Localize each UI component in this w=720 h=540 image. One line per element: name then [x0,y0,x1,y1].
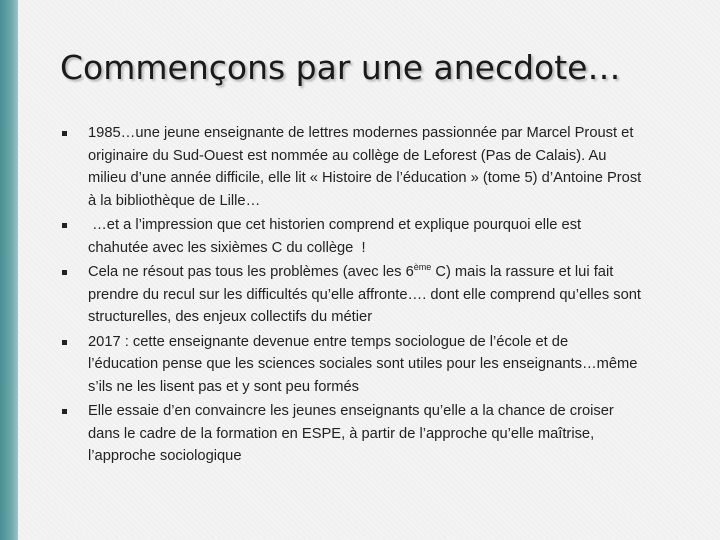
bullet-text: …et a l’impression que cet historien comprend et explique pourquoi elle est chahutée avec les sixièmes C du collège ! [88,217,586,256]
bullet-text: 2017 : cette enseignante devenue entre temps sociologue de l’école et de l’éducation pense que les sciences sociales sont utiles pour les enseignants…même s’ils ne les lisent pas et y sont peu formés [88,333,638,395]
square-bullet-icon [62,340,67,345]
slide-title: Commençons par une anecdote… [60,48,621,87]
bullet-item-5 [62,400,642,468]
superscript-ordinal: ème [413,262,432,273]
bullet-item-4 [62,331,642,399]
slide-accent-bar [0,0,18,540]
bullet-text-start: Cela ne résout pas tous les problèmes (avec les 6 [88,264,414,280]
square-bullet-icon [62,409,67,414]
square-bullet-icon [62,270,67,275]
bullet-item-3 [62,261,642,329]
bullet-text: Elle essaie d’en convaincre les jeunes enseignants qu’elle a la chance de croiser dans le cadre de la formation en ESPE, à partir de l’approche qu’elle maîtrise, l’approche sociologique [88,403,614,464]
bullet-item-2 [62,214,642,259]
square-bullet-icon [62,223,67,228]
bullet-item-1 [62,122,642,212]
bullet-text: 1985…une jeune enseignante de lettres modernes passionnée par Marcel Proust et originaire du Sud-Ouest est nommée au collège de Leforest (Pas de Calais). Au milieu d’une année difficile, elle lit « Histoire de l’éducation » (tome 5) d’Antoine Prost à la bibliothèque de Lille… [88,125,642,209]
bullet-list [62,122,642,470]
bullet-text-end: C) mais la rassure et lui fait prendre du recul sur les difficultés qu’elle affronte…. dont elle comprend qu’elles sont structurelles, des enjeux collectifs du métier [88,264,642,325]
square-bullet-icon [62,131,67,136]
